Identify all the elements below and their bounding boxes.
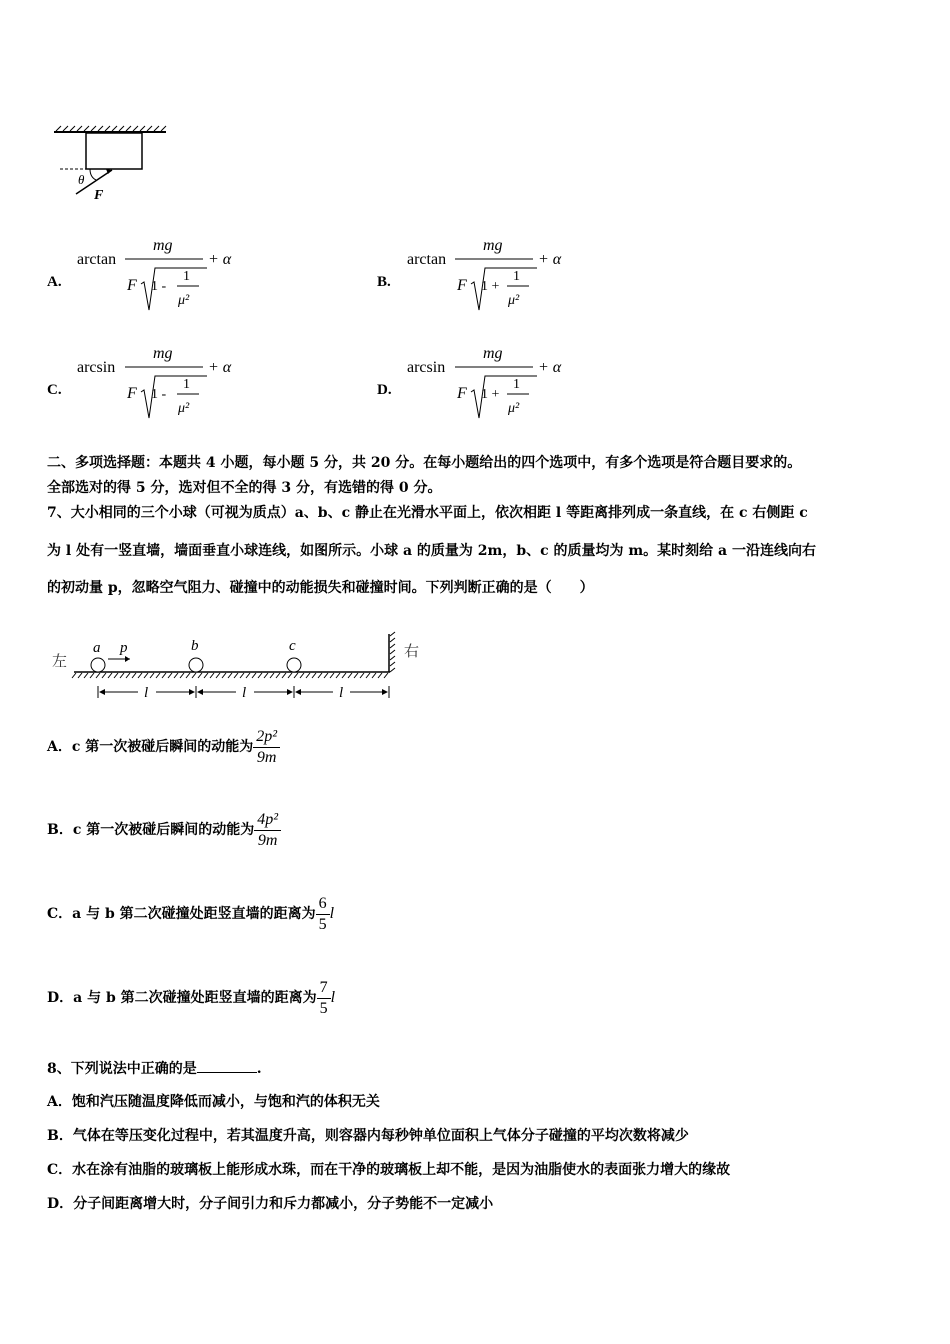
svg-text:1 +: 1 +: [481, 387, 500, 402]
q6-figure: [50, 122, 180, 202]
svg-text:1: 1: [183, 269, 190, 284]
svg-text:μ²: μ²: [178, 401, 190, 416]
svg-text:1: 1: [183, 377, 190, 392]
svg-text:F: F: [457, 385, 467, 402]
right-label: 右: [404, 642, 420, 660]
answer-blank[interactable]: [197, 1058, 257, 1073]
option-formula: [403, 340, 623, 428]
svg-text:1: 1: [513, 269, 520, 284]
q8-stem: 8、下列说法中正确的是 .: [47, 1058, 262, 1079]
svg-text:arcsin: arcsin: [407, 359, 446, 376]
svg-text:F: F: [457, 277, 467, 294]
left-label: 左: [52, 652, 68, 670]
q6-option-c[interactable]: [47, 340, 297, 430]
option-fraction: $\frac{\text{2p²}}{9m}$: [253, 727, 280, 768]
option-text: a 与 b 第二次碰撞处距竖直墙的距离为: [72, 906, 316, 922]
option-label: B.: [377, 274, 391, 290]
spacing-label-1: l: [144, 685, 149, 701]
option-text: c 第一次被碰后瞬间的动能为: [72, 822, 255, 838]
option-label: C．: [47, 906, 73, 922]
svg-text:arctan: arctan: [407, 251, 447, 268]
spacing-label-2: l: [242, 685, 247, 701]
q7-stem-line3: 的初动量 p，忽略空气阻力、碰撞中的动能损失和碰撞时间。下列判断正确的是（ ）: [47, 580, 594, 596]
svg-text:μ²: μ²: [508, 293, 520, 308]
q7-stem-line2: 为 l 处有一竖直墙，墙面垂直小球连线，如图所示。小球 a 的质量为 2m，b、c 的质量均为 m。某时刻给 a 一沿连线向右: [47, 543, 817, 559]
svg-text:mg: mg: [483, 345, 503, 362]
svg-text:F: F: [127, 277, 137, 294]
option-label: A.: [47, 274, 62, 290]
option-label: A．: [47, 739, 72, 755]
momentum-label: p: [120, 640, 128, 656]
q7-option-a[interactable]: [47, 725, 280, 769]
svg-text:arcsin: arcsin: [77, 359, 116, 376]
option-tail: l: [329, 905, 335, 922]
ball-a-label: a: [93, 640, 101, 656]
svg-text:+ α: + α: [208, 251, 232, 268]
q8-option-d[interactable]: D．分子间距离增大时，分子间引力和斥力都减小，分子势能不一定减小: [47, 1196, 494, 1212]
svg-text:F: F: [127, 385, 137, 402]
q8-option-b[interactable]: B．气体在等压变化过程中，若其温度升高，则容器内每秒钟单位面积上气体分子碰撞的平均次数将减少: [47, 1128, 689, 1144]
option-label: C.: [47, 382, 62, 398]
svg-text:1 +: 1 +: [481, 279, 500, 294]
option-text: c 第一次被碰后瞬间的动能为: [71, 739, 254, 755]
q7-option-c[interactable]: [47, 892, 334, 936]
svg-text:mg: mg: [153, 345, 173, 362]
svg-text:arctan: arctan: [77, 251, 117, 268]
option-formula: [403, 232, 623, 320]
force-label: F: [94, 188, 104, 202]
option-fraction: $\frac{7}{5}$: [317, 978, 331, 1019]
q6-option-a[interactable]: [47, 232, 297, 322]
svg-text:1 -: 1 -: [151, 387, 167, 402]
option-text: a 与 b 第二次碰撞处距竖直墙的距离为: [73, 990, 317, 1006]
ball-b-label: b: [191, 638, 199, 654]
option-label: D.: [377, 382, 392, 398]
option-formula: [73, 340, 293, 428]
option-fraction: $\frac{6}{5}$: [316, 894, 330, 935]
svg-text:mg: mg: [483, 237, 503, 254]
option-label: B．: [47, 822, 73, 838]
spacing-label-3: l: [339, 685, 344, 701]
svg-text:+ α: + α: [538, 359, 562, 376]
svg-text:1 -: 1 -: [151, 279, 167, 294]
q7-option-d[interactable]: [47, 976, 335, 1020]
section-heading-line2: 全部选对的得 5 分，选对但不全的得 3 分，有选错的得 0 分。: [47, 480, 442, 496]
q7-figure: [50, 628, 440, 706]
svg-text:1: 1: [513, 377, 520, 392]
option-formula: [73, 232, 293, 320]
q7-stem-line1: 7、大小相同的三个小球（可视为质点）a、b、c 静止在光滑水平面上，依次相距 l 等距离排列成一条直线，在 c 右侧距 c: [47, 505, 808, 521]
q6-option-d[interactable]: [377, 340, 627, 430]
svg-text:+ α: + α: [538, 251, 562, 268]
theta-label: θ: [78, 172, 85, 187]
svg-text:mg: mg: [153, 237, 173, 254]
svg-text:+ α: + α: [208, 359, 232, 376]
option-fraction: $\frac{\text{4p²}}{9m}$: [254, 810, 281, 851]
option-tail: l: [330, 989, 336, 1006]
q6-option-b[interactable]: [377, 232, 627, 322]
q8-option-a[interactable]: A．饱和汽压随温度降低而减小，与饱和汽的体积无关: [47, 1094, 380, 1110]
svg-text:μ²: μ²: [178, 293, 190, 308]
svg-text:μ²: μ²: [508, 401, 520, 416]
q7-option-b[interactable]: [47, 808, 281, 852]
section-heading-line1: 二、多项选择题：本题共 4 小题，每小题 5 分，共 20 分。在每小题给出的四个选项中，有多个选项是符合题目要求的。: [47, 455, 802, 471]
ball-c-label: c: [289, 638, 296, 654]
q8-option-c[interactable]: C．水在涂有油脂的玻璃板上能形成水珠，而在干净的玻璃板上却不能，是因为油脂使水的表面张力增大的缘故: [47, 1162, 731, 1178]
option-label: D．: [47, 990, 74, 1006]
